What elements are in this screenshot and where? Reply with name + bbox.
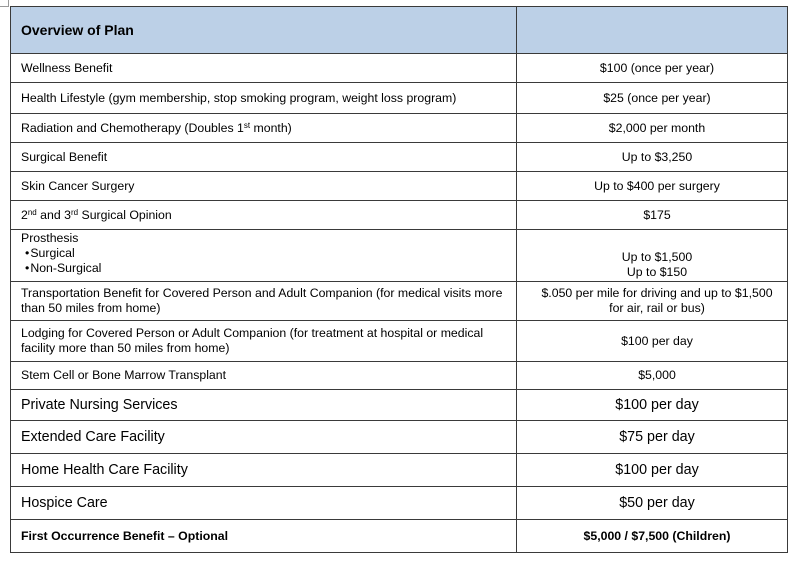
benefit-value: Up to $3,250 [517, 143, 788, 172]
table-row [11, 201, 788, 230]
benefit-label: 2nd and 3rd Surgical Opinion [11, 201, 517, 230]
table-header-row [11, 7, 788, 54]
benefit-value: $5,000 / $7,500 (Children) [517, 520, 788, 553]
table-row [11, 454, 788, 487]
benefit-value: $5,000 [517, 362, 788, 390]
benefit-value: $75 per day [517, 421, 788, 454]
table-row [11, 54, 788, 83]
list-item: •Non-Surgical [25, 261, 102, 275]
benefit-value: $50 per day [517, 487, 788, 520]
benefit-value: Up to $1,500 Up to $150 [517, 230, 788, 282]
benefit-value: $.050 per mile for driving and up to $1,500 for air, rail or bus) [517, 282, 788, 321]
benefit-value: Up to $400 per surgery [517, 172, 788, 201]
benefit-value: $100 per day [517, 321, 788, 362]
benefit-label: Skin Cancer Surgery [11, 172, 517, 201]
benefit-value: $25 (once per year) [517, 83, 788, 114]
benefit-label: Stem Cell or Bone Marrow Transplant [11, 362, 517, 390]
benefit-label: Home Health Care Facility [11, 454, 517, 487]
benefit-label: Wellness Benefit [11, 54, 517, 83]
table-row [11, 230, 788, 282]
plan-overview-table [10, 6, 788, 553]
benefit-value: $175 [517, 201, 788, 230]
table-row [11, 143, 788, 172]
table-row [11, 282, 788, 321]
page-corner-mark [0, 0, 9, 7]
table-header-value [517, 7, 788, 54]
benefit-value: $2,000 per month [517, 114, 788, 143]
table-row [11, 487, 788, 520]
benefit-value: $100 per day [517, 390, 788, 421]
benefit-label: Radiation and Chemotherapy (Doubles 1st month) [11, 114, 517, 143]
benefit-label: Transportation Benefit for Covered Person and Adult Companion (for medical visits more than 50 miles from home) [11, 282, 517, 321]
table-row [11, 520, 788, 553]
table-row [11, 390, 788, 421]
list-item: •Surgical [25, 246, 75, 260]
table-row [11, 421, 788, 454]
table-header-title: Overview of Plan [11, 7, 517, 54]
table-row [11, 172, 788, 201]
table-row [11, 321, 788, 362]
benefit-label: Health Lifestyle (gym membership, stop smoking program, weight loss program) [11, 83, 517, 114]
benefit-label: Extended Care Facility [11, 421, 517, 454]
table-row [11, 83, 788, 114]
benefit-label: First Occurrence Benefit – Optional [11, 520, 517, 553]
benefit-value: $100 per day [517, 454, 788, 487]
benefit-label: Hospice Care [11, 487, 517, 520]
benefit-label: Prosthesis •Surgical •Non-Surgical [11, 230, 517, 282]
benefit-label: Surgical Benefit [11, 143, 517, 172]
table-row [11, 362, 788, 390]
benefit-label: Lodging for Covered Person or Adult Companion (for treatment at hospital or medical facility more than 50 miles from home) [11, 321, 517, 362]
benefit-value: $100 (once per year) [517, 54, 788, 83]
benefit-label: Private Nursing Services [11, 390, 517, 421]
table-row [11, 114, 788, 143]
